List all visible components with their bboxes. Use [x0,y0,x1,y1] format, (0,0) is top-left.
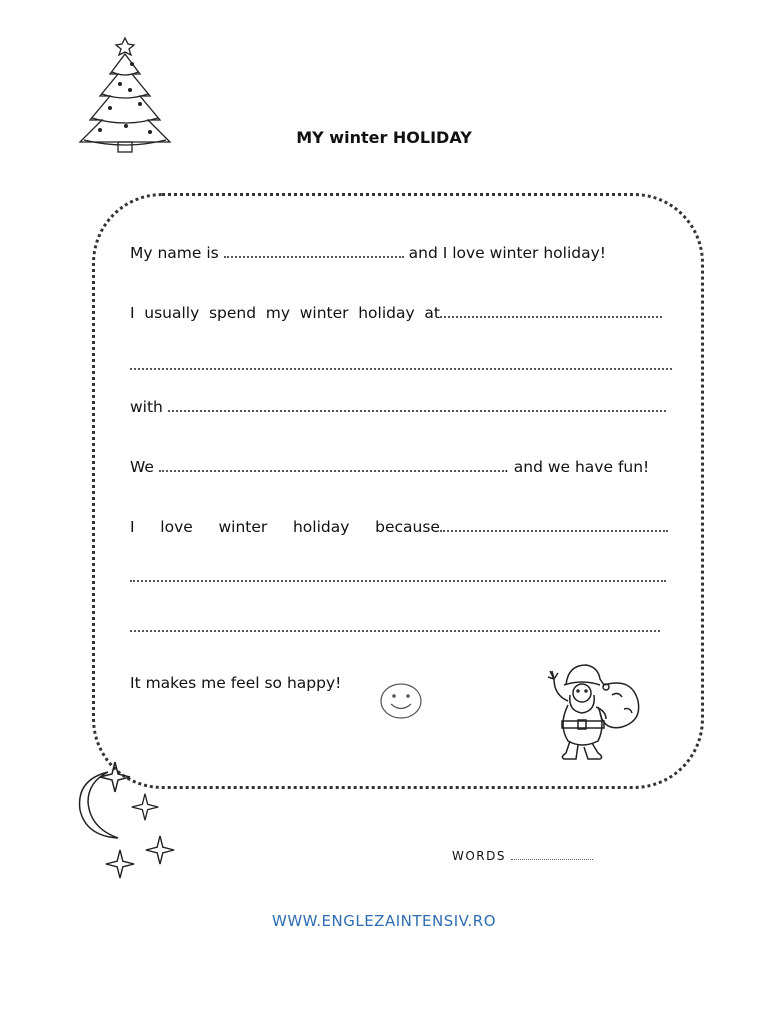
because-continuation-line [130,568,680,586]
because-blank[interactable] [440,518,668,532]
we-label: We [130,458,154,476]
place-blank[interactable] [440,304,662,318]
place-blank-2[interactable] [130,356,672,370]
words-blank[interactable] [511,851,593,860]
because-continuation-line-2 [130,618,680,636]
name-line [130,244,680,262]
we-suffix: . and we have fun! [503,458,650,476]
word-count [452,849,593,863]
name-suffix: and I love winter holiday! [408,244,607,262]
spend-word: winter [299,304,349,322]
happy-text: It makes me feel so happy! [130,674,342,692]
we-line [130,458,680,476]
we-blank[interactable] [159,458,504,472]
star-icon [104,848,136,880]
with-label: with [130,398,163,416]
spend-text [130,304,440,322]
name-blank[interactable] [224,244,404,258]
with-line [130,398,680,416]
spend-word: my [265,304,291,322]
because-word: holiday [292,518,350,536]
star-icon [144,834,176,866]
because-word: winter [218,518,268,536]
with-blank[interactable] [168,398,666,412]
star-icon [130,792,160,822]
name-prefix: My name is [130,244,219,262]
because-word: love [160,518,193,536]
page-title: MY winter HOLIDAY [296,128,472,147]
because-blank-2[interactable] [130,568,666,582]
spend-line [130,304,680,322]
because-text [130,518,440,536]
star-icon [98,760,132,794]
place-continuation-line [130,356,680,374]
website-url[interactable]: WWW.ENGLEZAINTENSIV.RO [271,912,496,930]
smiley-face-icon [378,682,424,720]
because-blank-3[interactable] [130,618,660,632]
because-line [130,518,680,536]
santa-claus-icon [538,655,650,761]
because-word: I [130,518,135,536]
spend-word: at [424,304,440,322]
words-label: WORDS [452,849,507,863]
spend-word: I [130,304,135,322]
spend-word: spend [208,304,257,322]
because-word: because [375,518,440,536]
spend-word: usually [144,304,200,322]
spend-word: holiday [358,304,415,322]
